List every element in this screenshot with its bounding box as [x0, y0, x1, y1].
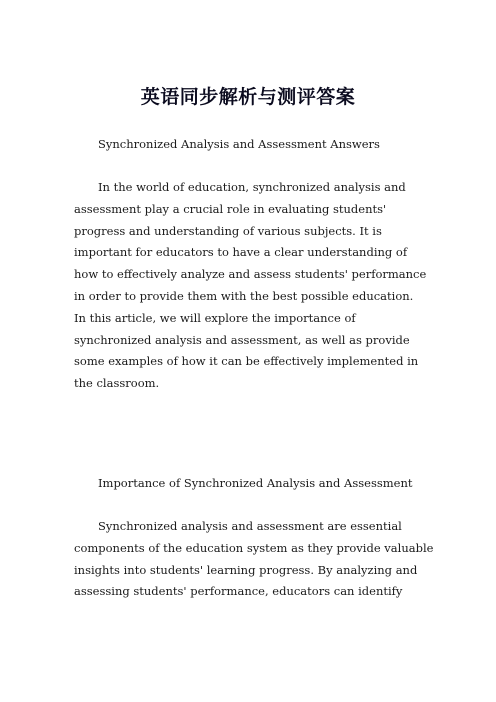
paragraph-line: In this article, we will explore the importance of — [74, 310, 356, 325]
section-heading: Importance of Synchronized Analysis and Assessment — [98, 476, 413, 490]
paragraph-line: in order to provide them with the best possible education. — [74, 288, 414, 303]
section-paragraph — [74, 516, 434, 603]
paragraph-line: synchronized analysis and assessment, as well as provide — [74, 332, 410, 347]
paragraph-line: Synchronized analysis and assessment are essential — [98, 519, 402, 533]
paragraph-line: some examples of how it can be effectively implemented in — [74, 354, 419, 369]
paragraph-line: assessment play a crucial role in evaluating students' — [74, 201, 387, 216]
paragraph-line: In the world of education, synchronized analysis and — [98, 180, 406, 194]
document-subtitle: Synchronized Analysis and Assessment Answers — [98, 137, 380, 151]
paragraph-line: important for educators to have a clear understanding of — [74, 245, 408, 260]
paragraph-line: assessing students' performance, educators can identify — [74, 584, 403, 599]
document-title: 英语同步解析与测评答案 — [140, 86, 356, 108]
paragraph-line: the classroom. — [74, 376, 160, 391]
intro-paragraph — [74, 177, 429, 395]
paragraph-line: insights into students' learning progress. By analyzing and — [74, 562, 418, 577]
paragraph-line: progress and understanding of various subjects. It is — [74, 223, 382, 238]
paragraph-line: how to effectively analyze and assess students' performance — [74, 267, 427, 282]
paragraph-line: components of the education system as they provide valuable — [74, 540, 434, 555]
